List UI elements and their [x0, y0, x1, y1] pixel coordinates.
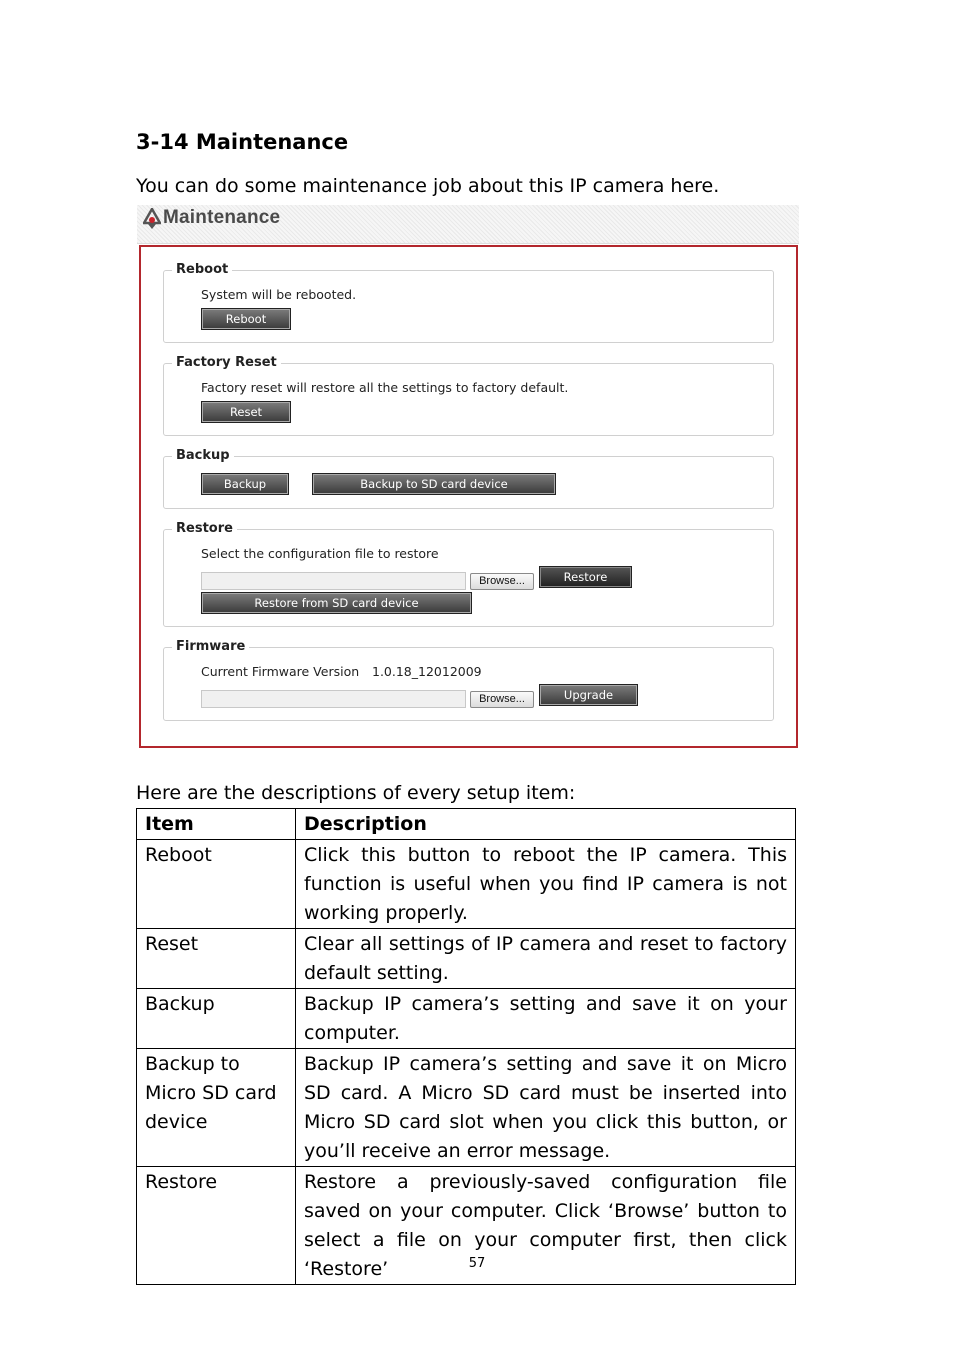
factory-reset-fieldset — [163, 355, 774, 436]
firmware-browse-button[interactable]: Browse... — [470, 691, 534, 708]
reboot-text: System will be rebooted. — [201, 287, 357, 302]
section-intro: You can do some maintenance job about this IP camera here. — [136, 175, 720, 197]
factory-reset-text: Factory reset will restore all the settings to factory default. — [201, 380, 569, 395]
section-heading: 3-14 Maintenance — [136, 130, 349, 154]
backup-fieldset — [163, 448, 774, 509]
row-item: Backup to Micro SD card device — [137, 1049, 296, 1167]
header-item: Item — [137, 809, 296, 840]
reboot-button[interactable]: Reboot — [201, 308, 291, 330]
restore-sd-button[interactable]: Restore from SD card device — [201, 592, 472, 614]
panel-title: Maintenance — [163, 207, 281, 228]
panel-header — [137, 205, 799, 244]
restore-text: Select the configuration file to restore — [201, 546, 439, 561]
firmware-file-input[interactable] — [201, 690, 466, 708]
firmware-version: 1.0.18_12012009 — [372, 664, 482, 679]
firmware-fieldset — [163, 639, 774, 721]
maintenance-panel — [139, 245, 798, 748]
row-description: Click this button to reboot the IP camera. This function is useful when you find IP camera is not working properly. — [296, 840, 796, 929]
firmware-legend: Firmware — [172, 639, 249, 654]
restore-browse-button[interactable]: Browse... — [470, 573, 534, 590]
row-item: Reset — [137, 929, 296, 989]
table-row — [137, 989, 796, 1049]
restore-file-input[interactable] — [201, 572, 466, 590]
table-row — [137, 1049, 796, 1167]
backup-sd-button[interactable]: Backup to SD card device — [312, 473, 556, 495]
row-item: Restore — [137, 1167, 296, 1285]
descriptions-intro: Here are the descriptions of every setup item: — [136, 782, 576, 804]
restore-fieldset — [163, 521, 774, 627]
row-description: Backup IP camera’s setting and save it on Micro SD card. A Micro SD card must be inserted into Micro SD card slot when you click this button, or you’ll receive an error message. — [296, 1049, 796, 1167]
row-item: Backup — [137, 989, 296, 1049]
reboot-fieldset — [163, 262, 774, 343]
restore-legend: Restore — [172, 521, 237, 536]
reset-button[interactable]: Reset — [201, 401, 291, 423]
row-item: Reboot — [137, 840, 296, 929]
firmware-version-label: Current Firmware Version — [201, 664, 360, 679]
row-description: Backup IP camera’s setting and save it on your computer. — [296, 989, 796, 1049]
camera-logo-icon — [143, 208, 161, 230]
backup-legend: Backup — [172, 448, 234, 463]
descriptions-table — [136, 808, 796, 1285]
backup-button[interactable]: Backup — [201, 473, 289, 495]
upgrade-button[interactable]: Upgrade — [539, 684, 638, 706]
table-row — [137, 840, 796, 929]
reboot-legend: Reboot — [172, 262, 232, 277]
factory-reset-legend: Factory Reset — [172, 355, 281, 370]
header-description: Description — [296, 809, 796, 840]
table-header-row — [137, 809, 796, 840]
table-row — [137, 929, 796, 989]
page-number: 57 — [468, 1256, 486, 1271]
row-description: Restore a previously-saved configuration file saved on your computer. Click ‘Browse’ button to select a file on your computer first, then click ‘Restore’ — [296, 1167, 796, 1285]
row-description: Clear all settings of IP camera and reset to factory default setting. — [296, 929, 796, 989]
restore-button[interactable]: Restore — [539, 566, 632, 588]
